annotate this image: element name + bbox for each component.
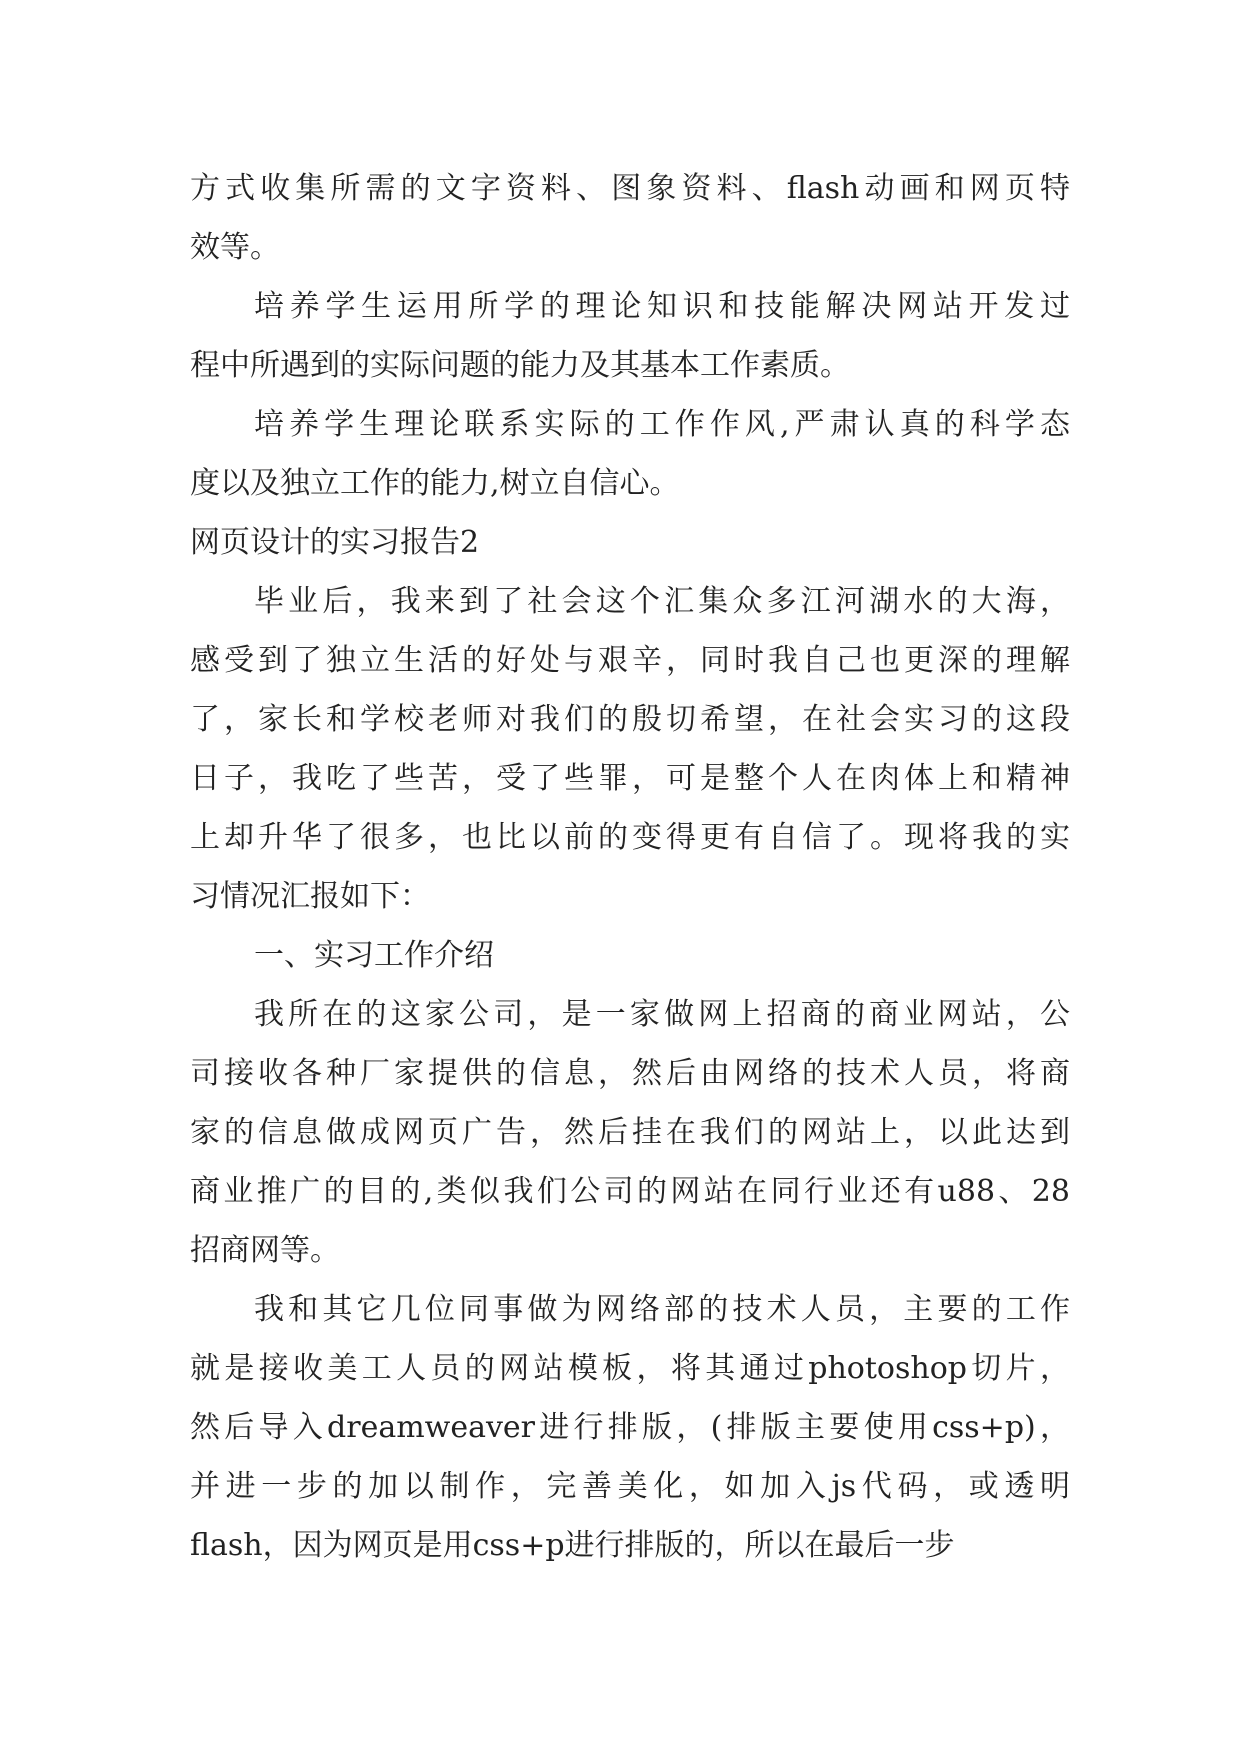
paragraph-line: 程中所遇到的实际问题的能力及其基本工作素质。: [190, 348, 850, 383]
paragraph-line: 并进一步的加以制作，完善美化，如加入js代码，或透明: [190, 1469, 1070, 1504]
paragraph-line: 司接收各种厂家提供的信息，然后由网络的技术人员，将商: [190, 1056, 1070, 1091]
paragraph: [190, 277, 1070, 395]
paragraph: [190, 985, 1070, 1280]
paragraph-line: 商业推广的目的,类似我们公司的网站在同行业还有u88、28: [190, 1174, 1070, 1209]
paragraph: [190, 572, 1070, 926]
paragraph-line: flash，因为网页是用css+p进行排版的，所以在最后一步: [190, 1528, 955, 1563]
paragraph-line: 就是接收美工人员的网站模板，将其通过photoshop切片，: [190, 1351, 1070, 1386]
paragraph-line: 家的信息做成网页广告，然后挂在我们的网站上，以此达到: [190, 1115, 1070, 1150]
paragraph: [190, 159, 1070, 277]
paragraph-line: 培养学生运用所学的理论知识和技能解决网站开发过: [254, 289, 1070, 324]
paragraph: [190, 1280, 1070, 1575]
paragraph-line: 一、实习工作介绍: [254, 938, 494, 973]
paragraph-line: 了，家长和学校老师对我们的殷切希望，在社会实习的这段: [190, 702, 1070, 737]
paragraph: [190, 926, 1070, 985]
paragraph-line: 效等。: [190, 230, 280, 265]
paragraph-line: 日子，我吃了些苦，受了些罪，可是整个人在肉体上和精神: [190, 761, 1070, 796]
paragraph: [190, 395, 1070, 513]
document-body: [190, 159, 1070, 1575]
paragraph-line: 习情况汇报如下：: [190, 879, 430, 914]
paragraph-line: 方式收集所需的文字资料、图象资料、flash动画和网页特: [190, 171, 1070, 206]
paragraph-line: 培养学生理论联系实际的工作作风,严肃认真的科学态: [254, 407, 1070, 442]
paragraph-line: 上却升华了很多，也比以前的变得更有自信了。现将我的实: [190, 820, 1070, 855]
heading-text: 网页设计的实习报告2: [190, 525, 480, 560]
paragraph-line: 我和其它几位同事做为网络部的技术人员，主要的工作: [254, 1292, 1070, 1327]
paragraph-line: 度以及独立工作的能力,树立自信心。: [190, 466, 680, 501]
paragraph-line: 我所在的这家公司，是一家做网上招商的商业网站，公: [254, 997, 1070, 1032]
section-heading: [190, 513, 1070, 572]
paragraph-line: 毕业后，我来到了社会这个汇集众多江河湖水的大海，: [254, 584, 1070, 619]
paragraph-line: 感受到了独立生活的好处与艰辛，同时我自己也更深的理解: [190, 643, 1070, 678]
paragraph-line: 然后导入dreamweaver进行排版，(排版主要使用css+p)，: [190, 1410, 1070, 1445]
paragraph-line: 招商网等。: [190, 1233, 340, 1268]
